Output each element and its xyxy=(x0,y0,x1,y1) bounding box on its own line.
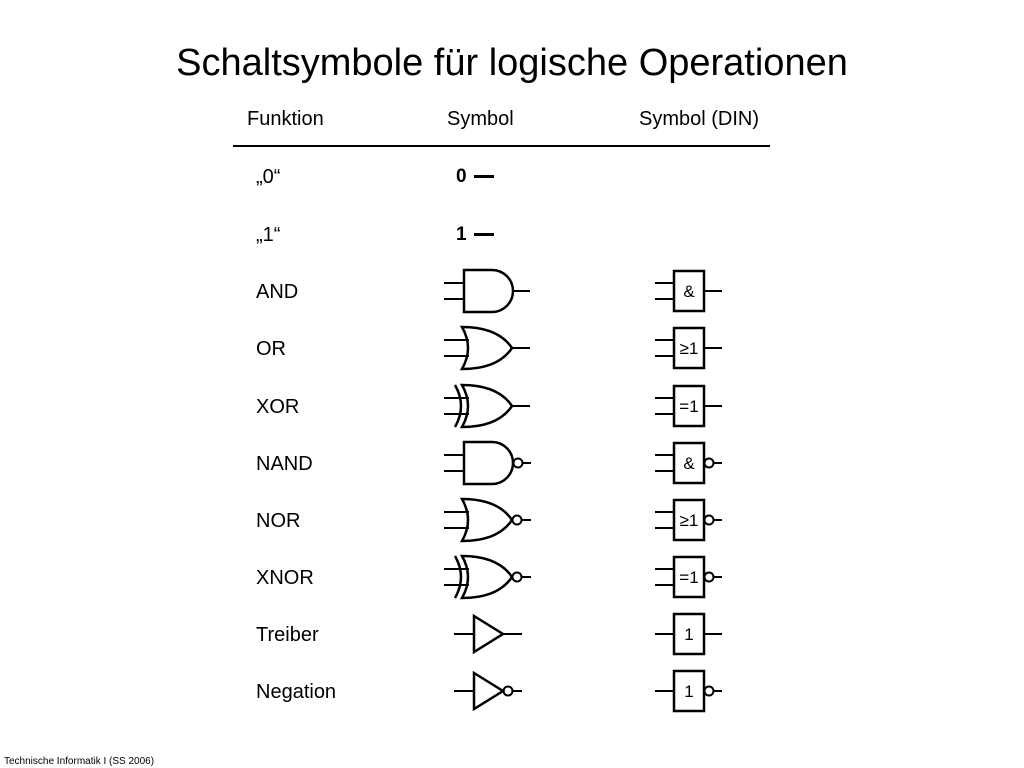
function-label: Treiber xyxy=(256,624,319,646)
function-label: Negation xyxy=(256,681,337,703)
and-gate-icon xyxy=(436,267,536,317)
din-label: & xyxy=(683,454,695,473)
function-label: XNOR xyxy=(256,567,314,589)
or-gate-icon xyxy=(436,324,536,374)
din-buffer-box xyxy=(650,610,730,660)
table-row xyxy=(0,267,1024,317)
table-row xyxy=(0,610,1024,660)
inverter-icon xyxy=(436,667,536,717)
table-row xyxy=(0,496,1024,546)
function-label: XOR xyxy=(256,396,300,418)
nor-gate-icon xyxy=(436,496,536,546)
buffer-icon xyxy=(436,610,536,660)
din-label: & xyxy=(683,282,695,301)
table-row xyxy=(0,324,1024,374)
xor-gate-icon xyxy=(436,382,536,432)
din-xor-box xyxy=(650,382,730,432)
table-row xyxy=(0,382,1024,432)
header-rule xyxy=(233,145,770,147)
function-label: OR xyxy=(256,338,286,360)
function-label: „1“ xyxy=(256,224,281,246)
din-nor-box xyxy=(650,496,730,546)
slide-title: Schaltsymbole für logische Operationen xyxy=(176,42,848,84)
header-function: Funktion xyxy=(247,108,324,130)
table-row xyxy=(0,667,1024,717)
din-or-box xyxy=(650,324,730,374)
din-label: ≥1 xyxy=(679,339,699,358)
constant-output-line xyxy=(474,233,494,236)
din-label: =1 xyxy=(679,568,699,587)
din-and-box xyxy=(650,267,730,317)
function-label: NOR xyxy=(256,510,301,532)
din-label: =1 xyxy=(679,397,699,416)
table-row xyxy=(0,210,1024,260)
table-row xyxy=(0,439,1024,489)
function-label: „0“ xyxy=(256,166,281,188)
nand-gate-icon xyxy=(436,439,536,489)
xnor-gate-icon xyxy=(436,553,536,603)
din-xnor-box xyxy=(650,553,730,603)
din-label: 1 xyxy=(684,625,694,644)
constant-0-symbol: 0 xyxy=(456,166,467,187)
din-label: ≥1 xyxy=(679,511,699,530)
header-symbol-din: Symbol (DIN) xyxy=(639,108,760,130)
din-inverter-box xyxy=(650,667,730,717)
header-symbol: Symbol xyxy=(447,108,514,130)
function-label: AND xyxy=(256,281,299,303)
din-nand-box xyxy=(650,439,730,489)
constant-1-symbol: 1 xyxy=(456,224,467,245)
table-row xyxy=(0,152,1024,202)
din-label: 1 xyxy=(684,682,694,701)
constant-output-line xyxy=(474,175,494,178)
table-row xyxy=(0,553,1024,603)
footer-text: Technische Informatik I (SS 2006) xyxy=(4,756,155,767)
function-label: NAND xyxy=(256,453,313,475)
